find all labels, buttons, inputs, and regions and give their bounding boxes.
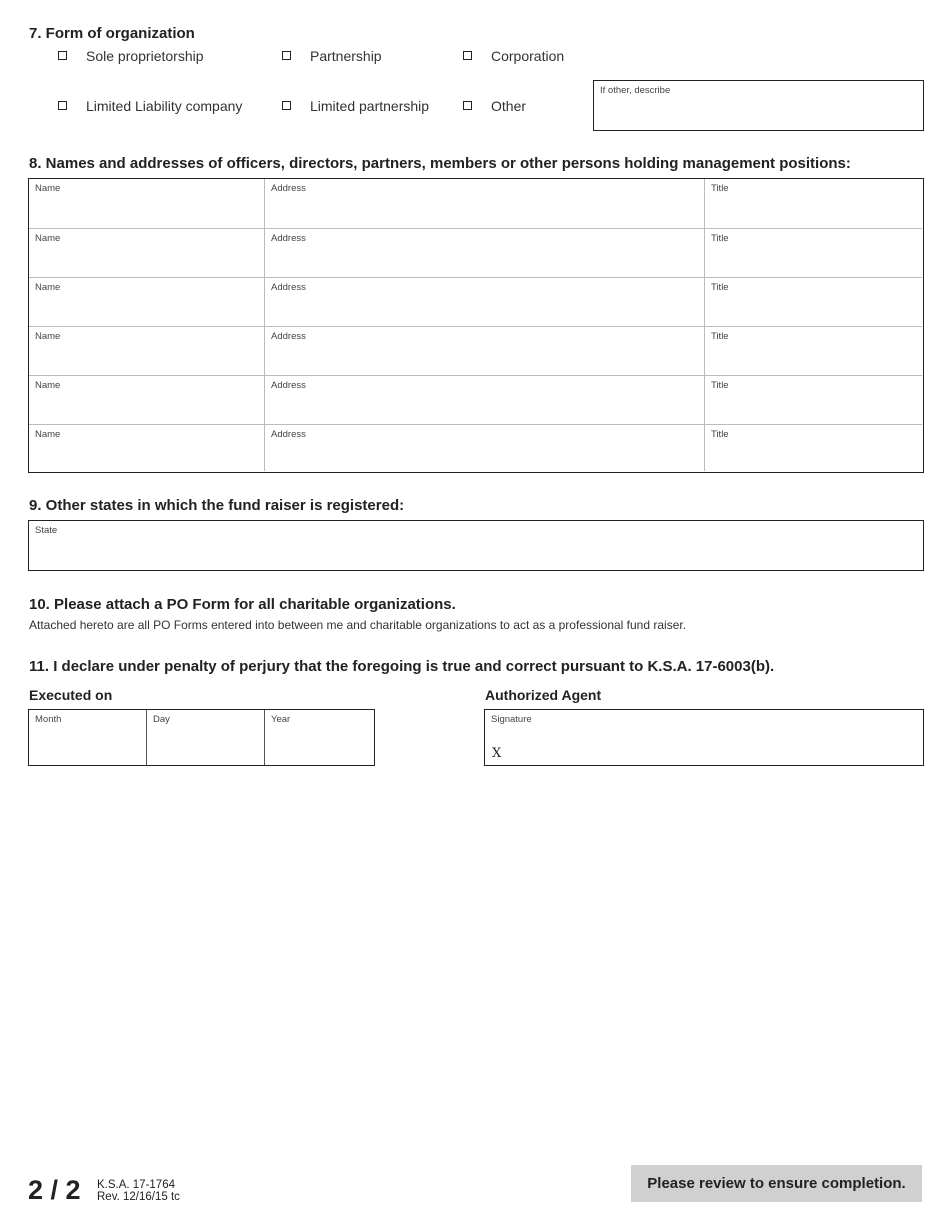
- address-label: Address: [271, 282, 306, 293]
- other-describe-field[interactable]: [593, 80, 924, 131]
- section-10-text: Attached hereto are all PO Forms entered into between me and charitable organizations to act as a professional fund raiser.: [29, 618, 687, 632]
- state-label: State: [35, 525, 58, 536]
- page-number: 2 / 2: [28, 1175, 81, 1205]
- name-label: Name: [35, 233, 61, 244]
- other-describe-label: If other, describe: [600, 85, 671, 96]
- name-field[interactable]: [29, 277, 265, 326]
- month-label: Month: [35, 714, 62, 725]
- address-label: Address: [271, 380, 306, 391]
- name-field[interactable]: [29, 228, 265, 277]
- revision-date: Rev. 12/16/15 tc: [97, 1191, 180, 1203]
- section-8-heading: 8. Names and addresses of officers, directors, partners, members or other persons holding management positions:: [29, 155, 851, 172]
- address-field[interactable]: [265, 277, 705, 326]
- option-label-corporation: Corporation: [491, 48, 565, 64]
- month-field[interactable]: [29, 710, 147, 765]
- checkbox-sole-proprietorship[interactable]: [58, 51, 67, 60]
- option-label-sole-proprietorship: Sole proprietorship: [86, 48, 204, 64]
- title-field[interactable]: [705, 326, 922, 375]
- address-label: Address: [271, 183, 306, 194]
- state-field[interactable]: [28, 520, 924, 571]
- option-label-limited-liability-company: Limited Liability company: [86, 98, 243, 114]
- title-label: Title: [711, 282, 729, 293]
- day-field[interactable]: [147, 710, 265, 765]
- address-label: Address: [271, 233, 306, 244]
- review-completion-button[interactable]: Please review to ensure completion.: [631, 1165, 922, 1202]
- address-field[interactable]: [265, 179, 705, 228]
- title-field[interactable]: [705, 179, 922, 228]
- name-label: Name: [35, 380, 61, 391]
- authorized-agent-heading: Authorized Agent: [485, 687, 602, 703]
- name-field[interactable]: [29, 179, 265, 228]
- name-label: Name: [35, 331, 61, 342]
- title-field[interactable]: [705, 228, 922, 277]
- year-label: Year: [271, 714, 291, 725]
- section-9-heading: 9. Other states in which the fund raiser is registered:: [29, 497, 405, 514]
- title-field[interactable]: [705, 277, 922, 326]
- signature-label: Signature: [491, 714, 532, 725]
- form-reference: [97, 1179, 180, 1203]
- address-field[interactable]: [265, 326, 705, 375]
- checkbox-partnership[interactable]: [282, 51, 291, 60]
- checkbox-limited-partnership[interactable]: [282, 101, 291, 110]
- management-table: [28, 178, 924, 473]
- option-label-limited-partnership: Limited partnership: [310, 98, 430, 114]
- checkbox-corporation[interactable]: [463, 51, 472, 60]
- executed-date-group: [28, 709, 375, 766]
- signature-x-mark: X: [492, 746, 502, 761]
- day-label: Day: [153, 714, 170, 725]
- title-label: Title: [711, 233, 729, 244]
- checkbox-limited-liability-company[interactable]: [58, 101, 67, 110]
- option-label-partnership: Partnership: [310, 48, 382, 64]
- title-field[interactable]: [705, 375, 922, 424]
- section-7-heading: 7. Form of organization: [29, 25, 195, 42]
- executed-on-heading: Executed on: [29, 687, 113, 703]
- statute-reference: K.S.A. 17-1764: [97, 1179, 175, 1191]
- option-label-other: Other: [491, 98, 527, 114]
- checkbox-other[interactable]: [463, 101, 472, 110]
- title-label: Title: [711, 331, 729, 342]
- section-11-heading: 11. I declare under penalty of perjury that the foregoing is true and correct pursuant to K.S.A. 17-6003(b).: [29, 658, 775, 675]
- title-label: Title: [711, 183, 729, 194]
- signature-field[interactable]: [484, 709, 924, 766]
- address-label: Address: [271, 331, 306, 342]
- name-label: Name: [35, 183, 61, 194]
- title-field[interactable]: [705, 424, 922, 471]
- name-field[interactable]: [29, 375, 265, 424]
- address-field[interactable]: [265, 424, 705, 471]
- name-label: Name: [35, 429, 61, 440]
- name-label: Name: [35, 282, 61, 293]
- address-label: Address: [271, 429, 306, 440]
- title-label: Title: [711, 380, 729, 391]
- address-field[interactable]: [265, 228, 705, 277]
- name-field[interactable]: [29, 326, 265, 375]
- title-label: Title: [711, 429, 729, 440]
- name-field[interactable]: [29, 424, 265, 471]
- year-field[interactable]: [265, 710, 374, 765]
- section-10-heading: 10. Please attach a PO Form for all charitable organizations.: [29, 596, 456, 613]
- address-field[interactable]: [265, 375, 705, 424]
